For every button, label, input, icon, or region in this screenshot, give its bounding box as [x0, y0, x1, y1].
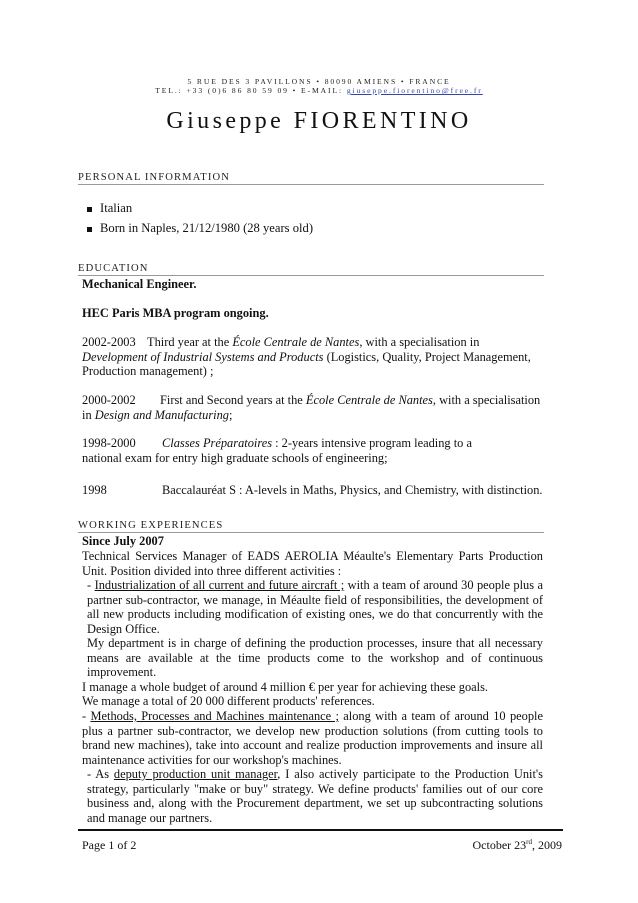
mba-title: HEC Paris MBA program ongoing. [82, 306, 269, 320]
address-line: 5 RUE DES 3 PAVILLONS • 80090 AMIENS • FRANCE [187, 77, 451, 86]
phone-text: TEL.: +33 (0)6 86 80 59 09 • E-MAIL: [155, 86, 347, 95]
section-heading-education: EDUCATION [78, 263, 544, 276]
work-department-text: My department is in charge of defining the production processes, insure that all necessary means are available at the time products come to the workshop and of continuous improvement. [87, 636, 543, 679]
entry-year: 1998 [82, 483, 107, 497]
degree-title: Mechanical Engineer. [82, 277, 197, 291]
entry-year: 2002-2003 [82, 335, 136, 349]
work-activity-methods: - Methods, Processes and Machines maintenance ; along with a team of around 10 people plus a partner sub-contractor, we develop new production solutions (from cutting tools to brand new machines), take into account and realize production improvements and insure all maintenance activities for our workshop's machines. [82, 709, 543, 767]
work-intro: Technical Services Manager of EADS AEROLIA Méaulte's Elementary Parts Production Unit. Position divided into three different activities : [82, 549, 543, 578]
list-item: Italian [84, 198, 313, 218]
work-activity-industrialization: - Industrialization of all current and future aircraft ; with a team of around 30 people plus a partner sub-contractor, we manage, in Méaulte field of responsibilities, the development of all new products including modification of existing ones, we do that concurrently with the Design Office. [87, 578, 543, 636]
contact-line [0, 86, 638, 95]
footer-divider [78, 829, 563, 831]
education-entry-2002: 2002-2003 Third year at the École Centrale de Nantes, with a specialisation in Development of Industrial Systems and Products (Logistics, Quality, Project Management, Production management) ; [82, 335, 531, 378]
education-entry-2000: 2000-2002 First and Second years at the École Centrale de Nantes, with a specialisation in Design and Manufacturing; [82, 393, 541, 422]
section-heading-personal: PERSONAL INFORMATION [78, 172, 544, 185]
candidate-name: Giuseppe FIORENTINO [166, 108, 472, 134]
entry-year: 1998-2000 [82, 436, 136, 450]
work-references-text: We manage a total of 20 000 different products' references. [82, 694, 375, 708]
list-item: Born in Naples, 21/12/1980 (28 years old) [84, 218, 313, 238]
page-number: Page 1 of 2 [82, 838, 137, 852]
education-entry-1998: 1998 Baccalauréat S : A-levels in Maths, Physics, and Chemistry, with distinction. [82, 483, 543, 497]
section-heading-work: WORKING EXPERIENCES [78, 520, 544, 533]
email-link[interactable]: giuseppe.fiorentino@free.fr [346, 86, 483, 95]
entry-year: 2000-2002 [82, 393, 136, 407]
since-date: Since July 2007 [82, 534, 164, 548]
work-budget-text: I manage a whole budget of around 4 million € per year for achieving these goals. [82, 680, 489, 694]
footer-date: October 23rd, 2009 [472, 838, 562, 852]
personal-list [84, 198, 313, 238]
work-activity-deputy: - As deputy production unit manager, I also actively participate to the Production Unit's strategy, particularly "make or buy" strategy. We define products' families out of our core business and, along with the Procurement department, we set up subcontracting solutions and manage our partners. [87, 767, 543, 825]
education-entry-1998-2000: 1998-2000 Classes Préparatoires : 2-years intensive program leading to a national exam for entry high graduate schools of engineering; [82, 436, 472, 465]
